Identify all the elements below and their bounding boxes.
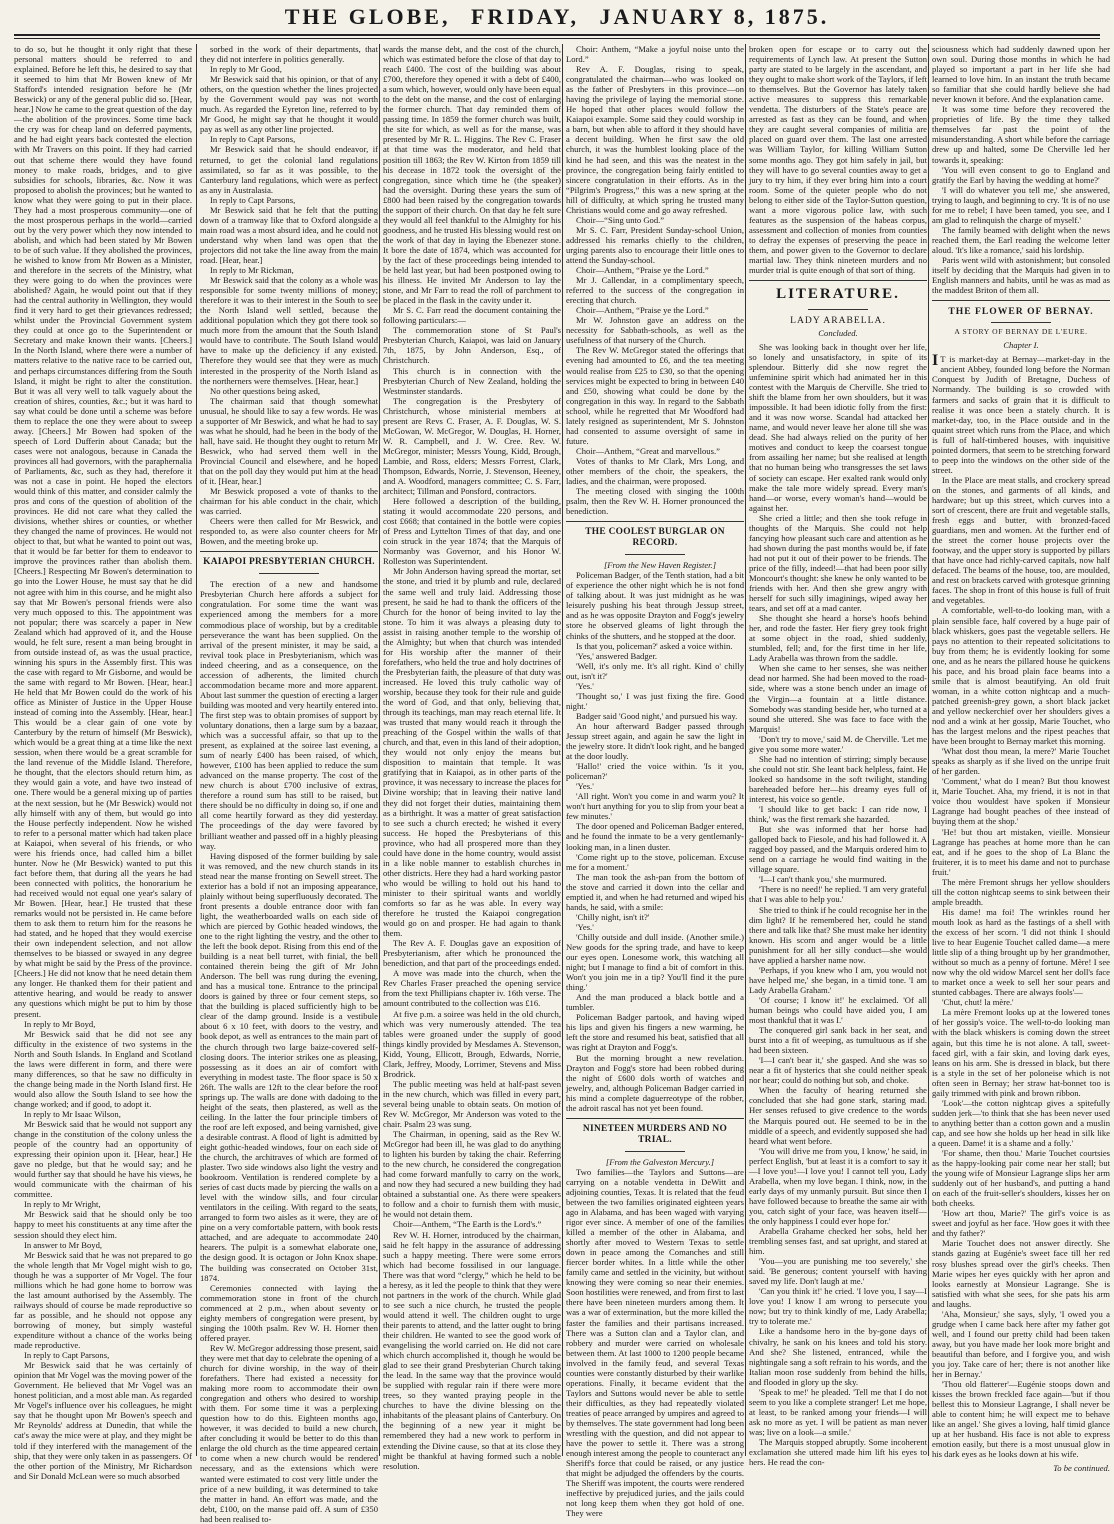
paragraph: Choir—Anthem, “Praise ye the Lord.” — [576, 265, 709, 276]
paragraph: Votes of thanks to Mr Clark, Mrs Long, and other members of the choir, the speakers, the ladies, and the chairman, were proposed. — [566, 455, 744, 487]
paragraph: 'Aha, Monsieur,' she says, slyly, 'I owed you a grudge when I came back here after my father got well, and I found our pretty child had been taken away, but you have made her look more bright and beautiful than before, and I forgive you, and wish you joy. Take care of her; there is not another like her in Bernay.' — [932, 1308, 1110, 1380]
paragraph: Cheers were then called for Mr Beswick, and responded to, as were also counter cheers for Mr Bowen, and the meeting broke up. — [200, 516, 378, 547]
paragraph: Two families—the Taylors and Suttons—are carrying on a notable vendetta in DeWitt and adjoining counties, Texas. It is related that the feud between the two families originated eighteen years ago in Alabama, and has been waged with varying rigor ever since. A member of one of the families killed a member of the other in Alabama, and shortly after moved to Western Texas to settle down in peace among the Comanches and still fiercer border whites. In a little while the other family came and settled in the vicinity, but without knowing they were coming so near their enemies. Soon hostilities were renewed, and from first to last there have been nineteen murders among them. It was a war of extermination, but the more killed the faster the families and their partisans increased. There was a Sutton clan and a Taylor clan, and robbery and murder were carried on wholesale between them. At last 1000 to 1200 people became involved in the family feud, and several Texas counties were constantly disturbed by their warlike operations. Finally, it became evident that the Taylors and Suttons would never be able to settle their difficulties, as they had repeatedly violated treaties of peace arranged by umpires and agreed to by themselves. The state government had long been wrestling with the question, and did not appear to have the power to settle it. There was a strong enough interest among the people to counteract any Sheriff's force that could be raised, or any justice that might be adjudged the offenders by the courts. The Sheriff was impotent, the courts were rendered ineffective by prejudiced juries, and the jails could not long keep them when they got hold of one. They were — [566, 1166, 744, 1519]
paragraph: 'Speak to me!' he pleaded. 'Tell me that I do not seem to you like a complete stranger! Let me hope, at least, to be ranked among your friends—I will ask no more as yet. I will be patient as man never was; live on a look—a smile.' — [749, 1386, 927, 1437]
paragraph: Ceremonies connected with laying the commemoration stone in front of the church commenced at 2 p.m., when about seventy or eighty members of congregation were present, by singing the 100th psalm. Rev W. H. Horner then offered prayer. — [200, 1282, 378, 1343]
paragraph: The Marquis stopped abruptly. Some incoherent exclamation she uttered made him lift his eyes to hers. He read the con- — [749, 1437, 927, 1468]
paragraph: 'Hallo!' cried the voice within. 'Is it you, policeman?' — [566, 761, 744, 782]
paragraph: sorbed in the work of their departments, that they did not interfere in politics generally. — [200, 44, 378, 65]
paragraph: 'Chut, chut! la mère.' — [942, 997, 1014, 1008]
paragraph: 'I should like to get back: I can ride now, I think,' was the first remark she hazarded. — [749, 804, 927, 825]
burglar-source: [From the New Haven Register.] — [603, 560, 717, 571]
burglar-article — [566, 570, 744, 1113]
paragraph: Mr Beswick said that he would not support any change in the constitution of the colony unless the people of the country had an opportunity of expressing their opinion upon it. [Hear, hear.] He gave no pledge, but that he would say; and he would further say that should he have his views, he would communicate with the chairman of his committee. — [14, 1119, 192, 1200]
paragraph: 'There is no need!' he replied. 'I am very grateful that I was able to help you.' — [749, 884, 927, 905]
column-4-body — [566, 44, 744, 516]
paragraph: to do so, but he thought it only right that these personal matters should be referred to and explained. Before he left this, he desired to say that it seemed to him that Mr Bowen knew of Mr Stafford's intended resignation before he (Mr Beswick) or any of the general public did so. [Hear, hear.] Now he came to the great question of the day—the abolition of the provinces. Some time back the cry was for cheap land on deferred payments, and he had eight years back contested the election with Mr Travers on this point. If they had carried out that scheme there would they have found money to make roads, bridges, and to give subsidies for schools, libraries, &c. Now it was proposed to abolish the provinces; but he wanted to know what they were going to put in their place. They had a most prosperous community—one of the most prosperous perhaps in the world—carried out by the very power which they now intended to abolish, and which had been stated by Mr Bowen to be of such value. If they abolished the provinces, he wished to know from Mr Bowen as a Minister, and therefore in the secrets of the Ministry, what they were going to do when the provinces were abolished? Again, he would point out that if they had the central authority in Wellington, they would find it very hard to get their grievances redressed; whilst under the Provincial Government system they could at once go to the Superintendent or Secretary and make known their wants. [Cheers.] In the North Island, where there were a number of matters relative to the native race to be carried out, and perhaps circumstances differing from the South Island, it might be right to alter the constitution. But it was all very well to talk vaguely about the creation of shires, counties, &c.; but it was hard to say what could be done until a scheme was before them to replace the one they were about to sweep away. [Cheers.] Mr Bowen had spoken of the speech of Lord Dufferin about Canada; but the cases were not analogous, because in Canada the provinces all had governors, with the paraphernalia of Parliaments, &c, such as they had, therefore it was not a case in point. He hoped the electors would think of this matter, and consider calmly the pros and cons of the question of abolition of the provinces. He did not care what they called the divisions, whether shires or counties, or whether they changed the name of provinces. He would not object to that, but what he wanted to point out was, that it would be far better for them to endeavor to improve the provinces rather than abolish them. [Cheers.] Respecting Mr Bowen's determination to go into the Lower House, he must say that he did not agree with him in this course, and he might also say that Mr Bowen's personal friends were also very much opposed to this. The appointment was not popular; there was scarcely a paper in New Zealand which had approved of it, and the House would, he felt sure, resent a man being brought in from outside instead of, as was the usual practice, winning his spurs in the Assembly first. This was the case with regard to Mr Gisborne, and would be the same with regard to Mr Bowen. [Hear, hear.] He held that Mr Bowen could do the work of his office as Minister of Justice in the Upper House instead of coming into the Assembly. [Hear, hear.] This would be a clear gain of one vote by Canterbury by the return of himself (Mr Beswick), which would be a great thing at a time like the next session, when there would be a great scramble for the land revenue of the Middle Island. Therefore, he thought, that the electors should return him, as they would gain a vote, and have two instead of one. There would be a general mixing up of parties at the next session, but he (Mr Beswick) would not ally himself with any of them, but would go into the House perfectly independent. Now he wished to refer to a personal matter which had taken place at Kaiapoi, when several of his friends, or who were his friends once, had called him a billet hunter. Now he (Mr Beswick) wanted to put this fact before them, that during all the years he had been connected with politics, the honorarium he had received would not equal one year's salary of Mr Bowen. [Hear, hear.] He trusted that these remarks would not be persisted in. He came before them to ask them to return him for the reasons he had stated, and he hoped that they would exercise their own independent selection, and not allow themselves to be biassed or swayed in any degree by what might be said by the Press of the province. [Cheers.] He did not know that he need detain them any longer. He thanked them for their patient and attentive hearing, and would be ready to answer any questions which might be put to him by those present. — [14, 44, 192, 1019]
paragraph: His dame! ma foi! The wrinkles round her mouth look as hard as the fastings of a shell with the excess of her scorn. 'I did not think I should live to hear Eugenie Touchet called dame—a mere little slip of a thing brought up by her grandmother, without so much as a penny of fortune. Mère! I see now why the old widow Marcel sent her doll's face to market once a week to sell her sour pears and stunted cabbages. There are always fools'— — [932, 906, 1110, 998]
masthead-rule — [14, 34, 1100, 36]
divider — [625, 554, 685, 555]
paragraph: 'All right. Won't you come in and warm you? It won't hurt anything for you to slip from your beat a few minutes.' — [566, 791, 744, 822]
paragraph: She was looking back in thought over her life, so lonely and unsatisfactory, in spite of its splendour. Bitterly did she now regret the unfeminine spirit which had animated her in this contest with the Marquis de Cherville. She tried to shift the blame from her own shoulders, but it was impossible. It had been idiotic folly from the first: and it was now worse. Scandal had attacked her name, and would never leave her alone till she was dead. She had always relied on the purity of her motives and conduct to keep the coarsest tongue from assailing her name; but she realised at length that no human being who transgresses the set laws of society can escape. Her exalted rank would only make the tale more widely spread. Every man's hand—or worse, every woman's hand—would be against her. — [749, 341, 927, 513]
paragraph: The chairman said that though somewhat unusual, he should like to say a few words. He was a supporter of Mr Beswick, and what he had to say was what he should, had he been in the body of the hall, have said. He thought they ought to return Mr Beswick, who had served them well in the Provincial Council and elsewhere, and he hoped that on the poll day they would put him at the head of it. [Hear, hear.] — [200, 395, 378, 487]
paragraph: 'Chilly night, isn't it?' — [576, 911, 650, 922]
kaiapoi-headline: KAIAPOI PRESBYTERIAN CHURCH. — [203, 557, 375, 568]
divider — [932, 300, 1110, 301]
paragraph: Rev A. F. Douglas, rising to speak, congratulated the chairman—who was looked on as the father of Presbyters in this province—on having the privilege of laying the memorial stone. He hoped that other places would follow the Kaiapoi example. Some said they could worship in a barn, but when able to afford it they should have a decent building. When he first saw the old church, it was the humblest looking place of the kind he had seen, and this was the neatest in the province, the congregation being fairly entitled to sincere congratulation in their efforts. As in the “Pilgrim's Progress,” this was a new spring at the hill of difficulty, at which spring he trusted many Christians would come and go away refreshed. — [566, 64, 744, 215]
divider — [625, 1151, 685, 1152]
paragraph: 'Well, it's only me. It's all right. Kind o' chilly out, isn't it?' — [566, 660, 744, 681]
divider — [991, 322, 1051, 323]
paragraph: No other questions being asked, — [210, 385, 321, 396]
to-be-continued: To be continued. — [1053, 1463, 1110, 1474]
paragraph: 'I will do whatever you tell me,' she answered, trying to laugh, and beginning to cry. 'It is of no use for me to rebel; I have been tamed, you see, and I am glad to relinquish the charge of myself.' — [932, 184, 1110, 225]
paragraph: Policeman Badger partook, and having wiped his lips and given his fingers a new warming, he left the store and resumed his beat, satisfied that all was right at Drayton and Fogg's. — [566, 1012, 744, 1053]
paragraph: Is that you, policeman?' asked a voice within. — [576, 640, 733, 651]
story-concluded: Concluded. — [818, 327, 858, 338]
divider — [566, 1118, 744, 1119]
paragraph: 'What dost thou mean, la mere?' Marie Touchet speaks as sharply as if she lived on the unripe fruit of her garden. — [932, 746, 1110, 777]
column-4 — [566, 44, 744, 1519]
paragraph: A comfortable, well-to-do looking man, with a plain sensible face, half covered by a huge pair of black whiskers, goes past the vegetable sellers. He pays no attention to their repeated solicitations to buy from them; he is evidently looking for some one, and as he nears the pillared house he quickens his pace, and his broad plain face beams into a smile that is almost beautifying. An old fruit woman, in a white cotton nightcap and a much-patched greenish-grey gown, a short black jacket and yellow neckerchief over her shoulders gives a nod and a wink at her gossip, Marie Touchet, who has the largest melons and the ripest peaches that have been brought to Bernay market this morning. — [932, 605, 1110, 747]
paragraph: Rev W. McGregor addressing those present, said they were met that day to celebrate the opening of a church for divine worship, in the way of their forefathers. There had existed a necessity for making more room to accommodate their own congregation and others who desired to worship with them. For some time it was a perplexing question how to do this. Eighteen months ago, however, it was decided to build a new church, after concluding it would be better to do this than enlarge the old church as the time appeared certain to come when a new church would be rendered necessary, and as the extensions which were wanted were estimated to cost very little under the price of a new building, it was determined to take the matter in hand. An effort was made, and the debt, £100, on the manse paid off. A sum of £350 had been realised to- — [200, 1342, 379, 1524]
murders-headline: NINETEEN MURDERS AND NO TRIAL. — [582, 1123, 728, 1145]
murders-article — [566, 1167, 744, 1519]
paragraph: She thought she heard a horse's hoofs behind her, and rode the faster. Her fiery grey took fright at some object in the road, shied suddenly, stumbled, fell; and, for the first time in her life, Lady Arabella was thrown from the saddle. — [749, 613, 927, 664]
flower-of-bernay-story — [932, 354, 1110, 1459]
paragraph: She tried to think if he could recognise her in the dim light? If he remembered her, could he stand there and talk like that? She must make her identity known. His scorn and anger would be a little punishment for all her silly conduct—she would have applied a harsher name now. — [749, 904, 928, 965]
paragraph: Mr Beswick said that his opinion, or that of any others, on the question whether the lines projected by the Government would pay was not worth much. As regarded the Eyreton line, referred to by Mr Good, he might say that he thought it would pay as well as any other line projected. — [200, 74, 378, 135]
paragraph: It was some time before they recovered the proprieties of life. By the time they talked themselves far past the point of the misunderstanding. A short while before the carriage drew up and halted, some De Cherville led her towards it, speaking: — [932, 104, 1110, 165]
paragraph: 'Perhaps, if you knew who I am, you would not have helped me,' she began, in a timid tone. 'I am Lady Arabella Graham.' — [749, 964, 927, 995]
paragraph: The Rev A. F. Douglas gave an exposition of Presbyterianism, after which he pronounced the benediction, and that part of the proceedings ended. — [383, 938, 561, 969]
paragraph: An hour afterward Badger passed through Jessup street again, and again he saw the light in the jewelry store. It didn't look right, and he banged at the door loudly. — [566, 720, 744, 762]
paragraph: At five p.m. a soiree was held in the old church, which was very numerously attended. The tea tables were groaned under the supply of good things kindly provided by Mesdames A. Stevenson, Kidd, Young, Ellicott, Brough, Edwards, Norrie, Clark, Jeffrey, Moody, Lorrimer, Stevens and Miss Brodrick. — [383, 1008, 561, 1079]
paragraph: But she was informed that her horse had galloped back to Fiesole, and his had followed it. A ragged boy passed, and the Marquis ordered him to send on a carriage he would find waiting in the village square. — [749, 824, 927, 875]
literature-title: LITERATURE. — [776, 286, 900, 303]
paragraph: The Chairman, in opening, said as the Rev W. McGregor had been ill, he was glad to do anything to lighten his burden by taking the chair. Referring to the new church, he considered the congregation had come forward manfully to carry on the work, and now they had secured a new building they had obtained a substantial one. As there were speakers to follow and a choir to furnish them with music, he would not detain them. — [383, 1129, 561, 1220]
paragraph: In reply to Mr Isaac Wilson, — [24, 1108, 121, 1119]
paragraph: In answer to Mr Boyd, — [24, 1239, 103, 1250]
paragraph: Mr John Anderson having spread the mortar, set the stone, and tried it by plumb and rule, declared the same well and truly laid. Addressing those present, he said he had to thank the officers of the Church for the honor of being invited to lay the stone. To him it was always a pleasing duty to assist in raising another temple to the worship of the Almighty; but when that church was intended for His worship after the manner of their forefathers, who held the true and holy doctrines of the Presbyterian faith, the pleasure of that duty was increased. He loved this truly catholic way of worship, because they took for their rule and guide the word of God, and that only, believing that, through its teachings, man may reach eternal life. It was trusted that many would reach it through the preaching of the Gospel within the walls of that church, and that, even in this land of their adoption, they would not only enjoy the means but disposition to maintain that temple. It was gratifying that in Kaiapoi, as in other parts of the province, it was necessary to increase the places for Divine worship; that in leaving their native land they did not forget their duties, maintaining them as a birthright. It was a matter of great satisfaction to see such a church erected; he wished it every success. He hoped the Presbyterians of this province, who had all prospered more than they could have done in the home country, would assist in a like noble manner to establish churches in other districts. Here they had a hard working pastor who would be willing to hold out his hand to minister to their spiritual wants and worldly comforts so far as he was able. In every way therefore he trusted the Kaiapoi congregation would go on and prosper. He had again to thank them. — [383, 566, 561, 939]
paragraph: When she came to her senses, she was neither dead nor harmed. She had been moved to the road-side, where was a stone bench under an image of the Virgin—a fountain at a little distance. Somebody was standing beside her, who turned at a sound she uttered. She was face to face with the Marquis! — [749, 663, 927, 734]
column-divider — [745, 44, 746, 1456]
paragraph: T is market-day at Bernay—market-day in the ancient Abbey, founded long before the Norman Conquest by Judith of Bretagne, Duchess of Normandy. The building is so crowded with farmers and sacks of grain that it is difficult to realise it was once been a stately church. It is market-day, too, in the Place outside and in the quaint street which runs from the Place, and which is full of half-timbered houses, with inquisitive pointed dormers, that seem to be stretching forward to peep into the windows on the other side of the street. — [932, 354, 1110, 475]
column-2-body — [200, 44, 378, 546]
paragraph: In reply to Capt Parsons, — [210, 194, 296, 205]
paragraph: And the man produced a black bottle and a tumbler. — [566, 992, 744, 1013]
paragraph: wards the manse debt, and the cost of the church, which was estimated before the close of that day to reach £400. The cost of the building was about £700, therefore they opened it with a debt of £400, a sum which, however, would only have been equal to the debt on the manse, and the cost of enlarging the former church. That day reminded them of passing time. In 1859 the former church was built, the site for which, as well as for the manse, was presented by Mr R. L. Higgins. The Rev C. Fraser at that time was the moderator, and held that position till 1863; the Rev W. Kirton from 1859 till his decease in 1872 took the oversight of the congregation, since which time he (the speaker) had the oversight. During these years the sum of £800 had been raised by the congregation towards the support of their church. On that day he felt sure they would all feel thankful to the Almighty for his goodness, and he trusted His blessing would rest on the work of that day in laying the Ebenezer stone. It bore the date of 1874, which was accounted for by the fact of these proceedings being intended to be held last year, but had been postponed owing to his illness. He invited Mr Anderson to lay the stone, and Mr Farr to read the roll of parchment to be placed in the flask in the cavity under it. — [383, 44, 561, 306]
paragraph: Having disposed of the former building by sale it was removed, and the new church stands in its stead near the manse fronting on Sewell street. The exterior has a bold if not an imposing appearance, plainly without being superfluously decorated. The front presents a double entrance door with fan light, the weatherboarded walls on each side of which are pierced by Gothic headed windows, the one to the right lighting the vestry, and the other to the left the book depot. Rising from this end of the building is a neat bell turret, with finial, the bell contained therein being the gift of Mr John Anderson. The bell was rung during the evening, and has a musical tone. Entrance to the principal doors is gained by three or four cement steps, so that the building is placed sufficiently high to be clear of the damp ground. Inside is a vestibule about 6 x 10 feet, with doors to the vestry, and book depot, as well as entrances to the main part of the church through two large baize-covered self-closing doors. The interior strikes one as pleasing, possessing as it does an air of comfort with everything in modest taste. The floor space is 50 x 26ft. The walls are 12ft to the clear before the roof springs up. The walls are done with dadoing to the height of the seats, then plastered, as well as the ceiling. In the latter the four principle timbers of the roof are left exposed, and being varnished, give a desirable contrast. A flood of light is admitted by eight gothic-headed windows, four on each side of the church, the architraves of which are formed of plaster. Two side windows also light the vestry and bookroom. Ventilation is rendered complete by a series of cast ducts made by piercing the walls on a level with the window sills, and four circular ventilators in the ceiling. With regard to the seats, arranged to form two aisles as it were, they are of pine on a very comfortable pattern, with book rests attached, and are adequate to accommodate 240 hearers. The pulpit is a somewhat elaborate one, the design good. It is octagon or John Knox shape. The building was consecrated on October 31st, 1874. — [200, 850, 378, 1283]
paragraph: The man took the ash-pan from the bottom of the stove and carried it down into the cellar and emptied it, and when he had returned and wiped his hands, he said, with a smile: — [566, 871, 744, 912]
paragraph: 'Comment,' what do I mean? But thou knowest it, Marie Touchet. Aha, my friend, it is not in that voice thou wouldest have spoken if Monsieur Lagrange had bought peaches of thee instead of buying them at the shop.' — [932, 776, 1110, 827]
paragraph: The erection of a new and handsome Presbyterian Church here affords a subject for congratulation. For some time the want was experienced among the members for a more commodious place of worship, but by a creditable perseverance the want has been supplied. On the arrival of the present minister, it may be said, a revival took place in Presbyterianism, which was indeed cheering, and as a consequence, on the accession of adherents, the limited church accommodation became more and more apparent. About last summer the question of erecting a larger building was mooted and very heartily entered into. The first step was to obtain promises of support by voluntary donations, then a large sum by a bazaar, which was a successful affair, so that up to the present, as explained at the soiree last evening, a sum of nearly £400 has been raised, of which, however, £100 has been applied to reduce the sum advanced on the manse property. The cost of the new church is about £700 inclusive of extras, therefore a round sum has still to be raised, but there should be no difficulty in doing so, if one and all come heartily forward as they did yesterday. The proceedings of the day were favored by brilliant weather and passed off in a highly pleasing way. — [200, 579, 378, 851]
column-divider — [379, 44, 380, 1456]
paragraph: The family beamed with delight when the news reached them, the Earl reading the welcome letter aloud. 'It's like a romance,' said his lordship. — [932, 224, 1110, 255]
paragraph: Choir—“Sing unto God.” — [576, 214, 665, 225]
column-divider — [928, 44, 929, 1456]
column-6-body — [932, 44, 1110, 295]
paragraph: In reply to Mr Boyd, — [24, 1018, 96, 1029]
paragraph: broken open for escape or to carry out the requirements of Lynch law. At present the Sutton party are stated to be largely in the ascendant, and they ought to make short work of the Taylors, if left to themselves. But the Governor has lately taken active measures to suppress this remarkable vendetta. The disturbers of the State's peace are arrested as fast as they can be found, and when they are caught several companies of militia are placed on guard over them. The last one arrested was William Taylor, for killing William Sutton some months ago. They got him safely in jail, but they will have to go several counties away to get a jury to try him, if they ever bring him into a court room. Some of the quieter people who do not belong to either side of the Taylor-Sutton question, want a more vigorous police law, with such features as the suspension of the habeas corpus, assessment and collection of monies from counties to defray the expenses of preserving the peace in them, and power given to the Governor to declare martial law. They think nineteen murders and no murder trial is quite enough of that sort of thing. — [749, 44, 928, 276]
paragraph: Choir—Anthem, “Great and marvellous.” — [576, 445, 720, 456]
paragraph: The conquered girl sank back in her seat, and burst into a fit of weeping, as tumultuous as if she had been sixteen. — [749, 1025, 927, 1056]
paragraph: Mr Beswick said that he felt that the putting down of a tramway like that to Oxford alongside a main road was a most absurd idea, and he could not understand why when land was open that the projectors did not take the line away from the main road. [Hear, hear.] — [200, 204, 378, 265]
paragraph: 'You will drive me from you, I know,' he said, in perfect English, 'but at least it is a comfort to say it—I love you!—I love you! I cannot tell you, Lady Arabella, when my love began. I think, now, in the early days of my unmanly pursuit. But since then I have followed because to breathe the same air with you, catch sight of your face, was heaven itself—the only happiness I could ever hope for.' — [749, 1145, 927, 1226]
paragraph: She cried a little; and then she took refuge in thoughts of the Marquis. She could not help fancying how pleasant such care and attention as he had shown during the past months would be, if fate had not put it out of their power to be friends. The price of the filly, indeed!—that had been poor silly Moncourt's thought: she knew he only wanted to be friends with her. And then she grew angry with herself for such silly imaginings, wiped away her tears, and set off at a mad canter. — [749, 512, 928, 614]
paragraph: 'How art thou, Marie?' The girl's voice is as sweet and joyful as her face. 'How goes it with thee and thy father?' — [932, 1208, 1110, 1239]
lady-arabella-story — [749, 342, 927, 1467]
paragraph: 'You—you are punishing me too severely,' she said. 'Be generous; content yourself with having saved my life. Don't laugh at me.' — [749, 1256, 927, 1287]
paragraph: 'Yes.' — [576, 921, 594, 932]
paragraph: Mr Beswick said that he should endeavor, if returned, to get the colonial land regulations assimilated, so far as it was possible, to the Canterbury land regulations, which were as perfect as any in Australasia. — [200, 144, 378, 195]
paragraph: The congregation is the Presbytery of Christchurch, whose ministerial members at present are Revs C. Fraser, A. F. Douglas, W. S. McGowan, W. McGregor, W. Douglas, H. Horner, W. R. Campbell, and J. W. Cree. Rev. W. McGregor, minister; Messrs Young, Kidd, Brough, Lambie, and Ross, elders; Messrs Forrest, Clark, Thompson, Edwards, Norrie, J. Stevenson, Heeney, and A. Woodford, managers committee; C. S. Farr, architect; Tillman and Ponsford, contractors. — [383, 395, 561, 497]
column-divider — [562, 44, 563, 1456]
paragraph: 'For shame, then thou.' Marie Touchet courtsies as the happy-looking pair come near her stall; but the young wife of Monsieur Lagrange slips her arm suddenly out of her husband's, and putting a hand on each of the fruit-seller's shoulders, kisses her on both cheeks. — [932, 1148, 1110, 1209]
paragraph: She had no intention of stirring; simply because she could not stir. She leant back helpless, faint. He looked so handsome in the soft twilight, standing bareheaded before her—his dreamy eyes full of interest, his voice so gentle. — [749, 753, 927, 804]
paragraph: In reply to Mr Wright, — [24, 1199, 101, 1210]
column-3-body — [383, 44, 561, 1471]
flower-title: THE FLOWER OF BERNAY. — [948, 306, 1094, 318]
paragraph: The commemoration stone of St Paul's Presbyterian Church, Kaiapoi, was laid on January 7th, 1875, by John Anderson, Esq., of Christchurch. — [383, 325, 561, 366]
divider — [200, 551, 378, 552]
paragraph: Paris went wild with astonishment; but consoled itself by deciding that the Marquis had given in to English manners and habits, until he was as mad as the maddest Briton of them all. — [932, 254, 1110, 296]
masthead — [0, 4, 1114, 34]
column-5-body — [749, 44, 927, 275]
paragraph: Mr Beswick said that he did not see any difficulty in the existence of two systems in the North and South Islands. In England and Scotland the laws were different in form, and there were many differences, so that he saw no difficulty in the change being made in the North Island first. He would also allow the South Island to see how the change worked; and if good, to adopt it. — [14, 1028, 192, 1109]
masthead-day: FRIDAY, — [470, 4, 579, 29]
paragraph: In reply to Capt Parsons, — [24, 1350, 110, 1361]
paragraph: But the morning brought a new revelation. Drayton and Fogg's store had been robbed during the night of £600 dols worth of watches and jewelry, and, although Policeman Badger carried in his mind a complete daguerreotype of the robber, the adroit rascal has not yet been found. — [566, 1052, 744, 1113]
paragraph: Mr Beswick proposed a vote of thanks to the chairman for his able conduct in the chair, which was carried. — [200, 486, 378, 517]
paragraph: sciousness which had suddenly dawned upon her own soul. During those months in which he had played so important a part in her life she had learned to love him. In an instant the truth became so familiar that she could hardly believe she had never known it before. And the explanation came. — [932, 44, 1110, 105]
burglar-headline: THE COOLEST BURGLAR ON RECORD. — [585, 527, 725, 549]
paragraph: 'You will even consent to go to England and gratify the Earl by having the wedding at home?' — [932, 164, 1110, 185]
paragraph: La mère Fremont looks up at the lowered tones of her gossip's voice. The well-to-do looking man with the black whiskers is coming down the street again, but this time he is not alone. A tall, sweet-faced girl, with a fair skin, and loving dark eyes, leans on his arm. She is dressed in black, but there is a style in the set of her poloneise which is not often seen in Bernay; her straw hat-bonnet too is gaily trimmed with pink and brown ribbon. — [932, 1007, 1110, 1098]
paragraph: Policeman Badger, of the Tenth station, had a bit of experience the other night which he is not fond of talking about. It was just midnight as he was leisurely pushing his beat through Jessup street, and as he was opposite Drayton and Fogg's jewelry store he observed gleams of light through the chinks of the shutters, and he stopped at the door. — [566, 570, 744, 641]
chapter-heading: Chapter I. — [1003, 340, 1039, 351]
paragraph: Badger said 'Good night,' and pursued his way. — [576, 710, 738, 721]
paragraph: 'Thou old flatterer'—Eugénie stoops down and kisses the brown freckled face again—'but if thou bellest this to Monsieur Lagrange, I shall never be able to content him; he will expect me to behave like an angel.' She gives a loving, half timid glance up at her husband. His face is not able to express emotion easily, but there is a most unusual glow in his dark eyes as he looks down at his wife. — [932, 1379, 1110, 1460]
divider — [749, 280, 927, 281]
paragraph: The meeting closed with singing the 100th psalm, then the Rev W. H. Horner pronounced the benediction. — [566, 486, 744, 517]
paragraph: The mère Fremont shrugs her yellow shoulders till the cotton nightcap seems to sink between their ample breadth. — [932, 876, 1110, 907]
divider — [808, 309, 868, 310]
paragraph: In reply to Mr Rickman, — [210, 265, 294, 276]
paragraph: In reply to Capt Parsons, — [210, 134, 296, 145]
paragraph: 'Yes.' — [576, 781, 594, 792]
divider — [259, 573, 319, 574]
paragraph: Mr Beswick said that the colony as a whole was responsible for some twenty millions of money; therefore it was to their interest in the South to see the North Island well settled, because the additional population which they got there took so much more from the amount that the South Island would have to contribute. The South Island would have to make up the deficiency if any existed. Therefore they would see that they were as much interested in the prosperity of the North Island as the northerners were themselves. [Hear, hear.] — [200, 275, 378, 386]
paragraph: This church is in connection with the Presbyterian Church of New Zealand, holding the Westminster standards. — [383, 365, 561, 396]
masthead-rule-thin — [14, 38, 1100, 39]
paragraph: Arabella Grahame checked her sobs, held her trembling senses fast, and sat upright, and stared at him. — [749, 1226, 927, 1257]
paragraph: 'I—I can't thank you,' she murmured. — [759, 874, 887, 885]
paragraph: Mr S. C. Farr, President Sunday-school Union, addressed his remarks chiefly to the children, urging parents also to encourage their little ones to attend the Sunday-school. — [566, 224, 744, 265]
paragraph: Mr S. C. Farr read the document containing the following particulars:— — [383, 305, 561, 326]
paragraph: 'Chilly outside and dull inside. (Another smile.) New goods for the spring trade, and have to keep our eyes open. Lonesome work, this watching all night; but I manage to find a bit of comfort in this. Won't you join me in a tip? You'll find it the pure thing.' — [566, 931, 744, 993]
drop-cap: I — [932, 352, 939, 370]
paragraph: 'Thought so,' I was just fixing the fire. Good night.' — [566, 690, 744, 711]
paragraph: 'Can you think it!' he cried. 'I love you, I say—I love you! I know I am wrong to persecute you now; but try to think kindly of me, Lady Arabella; try to tolerate me.' — [749, 1286, 927, 1327]
paragraph: Rev W. H. Horner, introduced by the chairman, said he felt happy in the assurance of addressing such a happy meeting. There were some errors which had become fossilised in our language. There was that word “clergy,” which he held to be a heresy, as it led the people to think that they were not partners in the work of the church. While glad to see such a nice church, he trusted the people would attend it well. The children ought to urge their parents to attend, and the latter ought to bring their children. He wanted to see the good work of evangelising the world carried on. He did not care which church accomplished it, though he would be glad to see their grand Presbyterian Church taking the lead. In the same way that the province would be supplied with regular rain if there were more trees, so they wanted praying people in the churches to have the divine blessing on the inhabitants of the pleasant plains of Canterbury. On the beginning of a new year it might be remembered they had a new work to perform in extending the Divine cause, so that at its close they might be thankful at having formed such a noble resolution. — [383, 1229, 561, 1471]
masthead-date: JANUARY 8, 1875. — [599, 4, 830, 29]
paragraph: Choir: Anthem, “Make a joyful noise unto the Lord.” — [566, 44, 744, 65]
paragraph: Mr W. Johnston gave an address on the necessity for Sabbath-schools, as well as the usefulness of that nursery of the Church. — [566, 315, 744, 346]
paragraph: 'I—I can't bear it,' she gasped. And she was so near a fit of hysterics that she could neither speak nor hear; could do nothing but sob, and choke. — [749, 1055, 927, 1086]
paragraph: Mr Beswick said that he was certainly of opinion that Mr Vogel was the moving power of the Government. He believed that Mr Vogel was an honest politician, and a most able man. As regarded Mr Vogel's influence over his colleagues, he might say that he thought upon Mr Bowen's speech and Mr Reynolds' address at Dunedin, that while the cat's away the mice were at play, and they might be told if they interfered with the management of the ship, that they were only taken in as passengers. Of the other portion of the Ministry, Mr Richardson and Sir Donald McLean were so much absorbed — [14, 1360, 192, 1481]
kaiapoi-article — [200, 579, 378, 1523]
paragraph: 'Come right up to the stove, policeman. Excuse me for a moment.' — [566, 851, 744, 872]
paragraph: Choir—Anthem, “The Earth is the Lord's.” — [393, 1219, 542, 1230]
flower-subtitle: A STORY OF BERNAY DE L'EURE. — [954, 327, 1088, 337]
paragraph: 'He! but thou art mistaken, vieille. Monsieur Lagrange has peaches at home more than he can eat, and if he goes to the shop of La Blanc the fruiterer, it is to meet his dame and not to purchase fruit.' — [932, 826, 1110, 877]
paragraph: 'Of course; I know it!' he exclaimed. 'Of all human beings who could have aided you, I am most thankful that it was I.' — [749, 994, 927, 1026]
paragraph: When the faculty of hearing returned she concluded that she had gone stark, staring mad. Her senses refused to give credence to the words the Marquis poured out. He seemed to be in the middle of a speech, and evidently supposed she had heard what went before. — [749, 1085, 927, 1146]
paragraph: Mr J. Callendar, in a complimentary speech, referred to the success of the congregation in erecting that church. — [566, 275, 744, 306]
story-title: LADY ARABELLA. — [790, 314, 886, 326]
column-3 — [383, 44, 561, 1471]
paragraph: Like a handsome hero in the by-gone days of chivalry, he sank on his knees and told his story. And she? She listened, entranced, while the nightingale sang a soft refrain to his words, and the Italian moon rose suddenly from behind the hills, and flooded in glory up the sky. — [749, 1326, 927, 1387]
paragraph: In the Place are meat stalls, and crockery spread on the stones, and garments of all kinds, and hardware; but up this street, which curves into a sort of crescent, there are fruit and vegetable stalls, fresh eggs and butter, with bronzed-faced guardians, men and women. At the further end of the street the corner house projects over the footway, and the upper story is supported by pillars that have once had richly-carved capitals, now half defaced. The beams of the house, too, are moulded, and rest on brackets carved with grotesque grinning faces. The shop in front of this house is full of fruit and vegetables. — [932, 474, 1110, 606]
column-1-body — [14, 44, 192, 1481]
column-1 — [14, 44, 192, 1481]
paragraph: The public meeting was held at half-past seven in the new church, which was filled in every part, several being unable to obtain seats. On motion of Rev W. McGregor, Mr Anderson was voted to the chair. Psalm 23 was sung. — [383, 1078, 561, 1130]
divider — [566, 521, 744, 522]
column-divider — [196, 44, 197, 1456]
paragraph: 'Don't try to move,' said M. de Cherville. 'Let me give you some more water.' — [749, 733, 928, 754]
murders-source: [From the Galveston Mercury.] — [605, 1156, 715, 1167]
paragraph: Marie Touchet does not answer directly. She stands gazing at Eugénie's sweet face till her red rosy blushes spread over the girl's cheeks. Then Marie wipes her eyes quickly with her apron and looks earnestly at Monsieur Lagrange. She is satisfied with what she sees, for she pats his arm and laughs. — [932, 1238, 1110, 1309]
paragraph: Mr Beswick said that he should only be too happy to meet his constituents at any time after the session should they elect him. — [14, 1209, 192, 1240]
paragraph: Choir—Anthem, “Praise ye the Lord.” — [576, 305, 709, 316]
masthead-paper: THE GLOBE, — [284, 4, 451, 29]
column-6 — [932, 44, 1110, 1474]
paragraph: A move was made into the church, when the Rev Charles Fraser preached the opening service from the text Phillipians chapter iv. 16th verse. The amount contributed to the collection was £16. — [383, 968, 561, 1009]
column-5 — [749, 44, 928, 1468]
paragraph: 'Look'—the cotton nightcap gives a spitefully sudden jerk—'to think that she has been never used to anything better than a cotton gown and a muslin cap, and see how she holds up her head in silk like a queen. Dame! it is a shame and a folly.' — [932, 1097, 1110, 1148]
paragraph: Here followed a description of the building, stating it would accommodate 220 persons, and cost £668; that contained in the bottle were copies of Press and Lyttelton Times of that day, and one coin struck in the year 1874; that the Marquis of Normanby was Governor, and his Honor W. Rolleston was Superintendent. — [383, 496, 561, 567]
paragraph: 'Yes.' — [576, 680, 594, 691]
column-2 — [200, 44, 379, 1524]
paragraph: Mr Beswick said that he was not prepared to go the whole length that Mr Vogel might wish to go, though he was a supporter of Mr Vogel. The four millions which he had gone home to borrow was the last amount authorised by the Assembly. The railways should of course be made reproductive so far as possible, and he should not oppose any borrowing of money, but simply wasteful expenditure without a chance of the works being made reproductive. — [14, 1249, 192, 1351]
paragraph: 'Yes,' answered Badger. — [576, 650, 657, 661]
paragraph: In reply to Mr Good, — [210, 64, 282, 75]
paragraph: The Rev W. McGregor stated the offerings that evening had amounted to £6, and the tea meeting would realise from £25 to £30, so that the opening services might be expected to bring in between £40 and £50, showing what could be done by the congregation in this way. In regard to the Sabbath school, while he regretted that Mr Woodford had lately resigned as superintendent, Mr S. Johnston had consented to assume oversight of same in future. — [566, 345, 744, 446]
paragraph: The door opened and Policeman Badger entered, and he found the inmate to be a very gentlemanly-looking man, in a linen duster. — [566, 821, 744, 852]
